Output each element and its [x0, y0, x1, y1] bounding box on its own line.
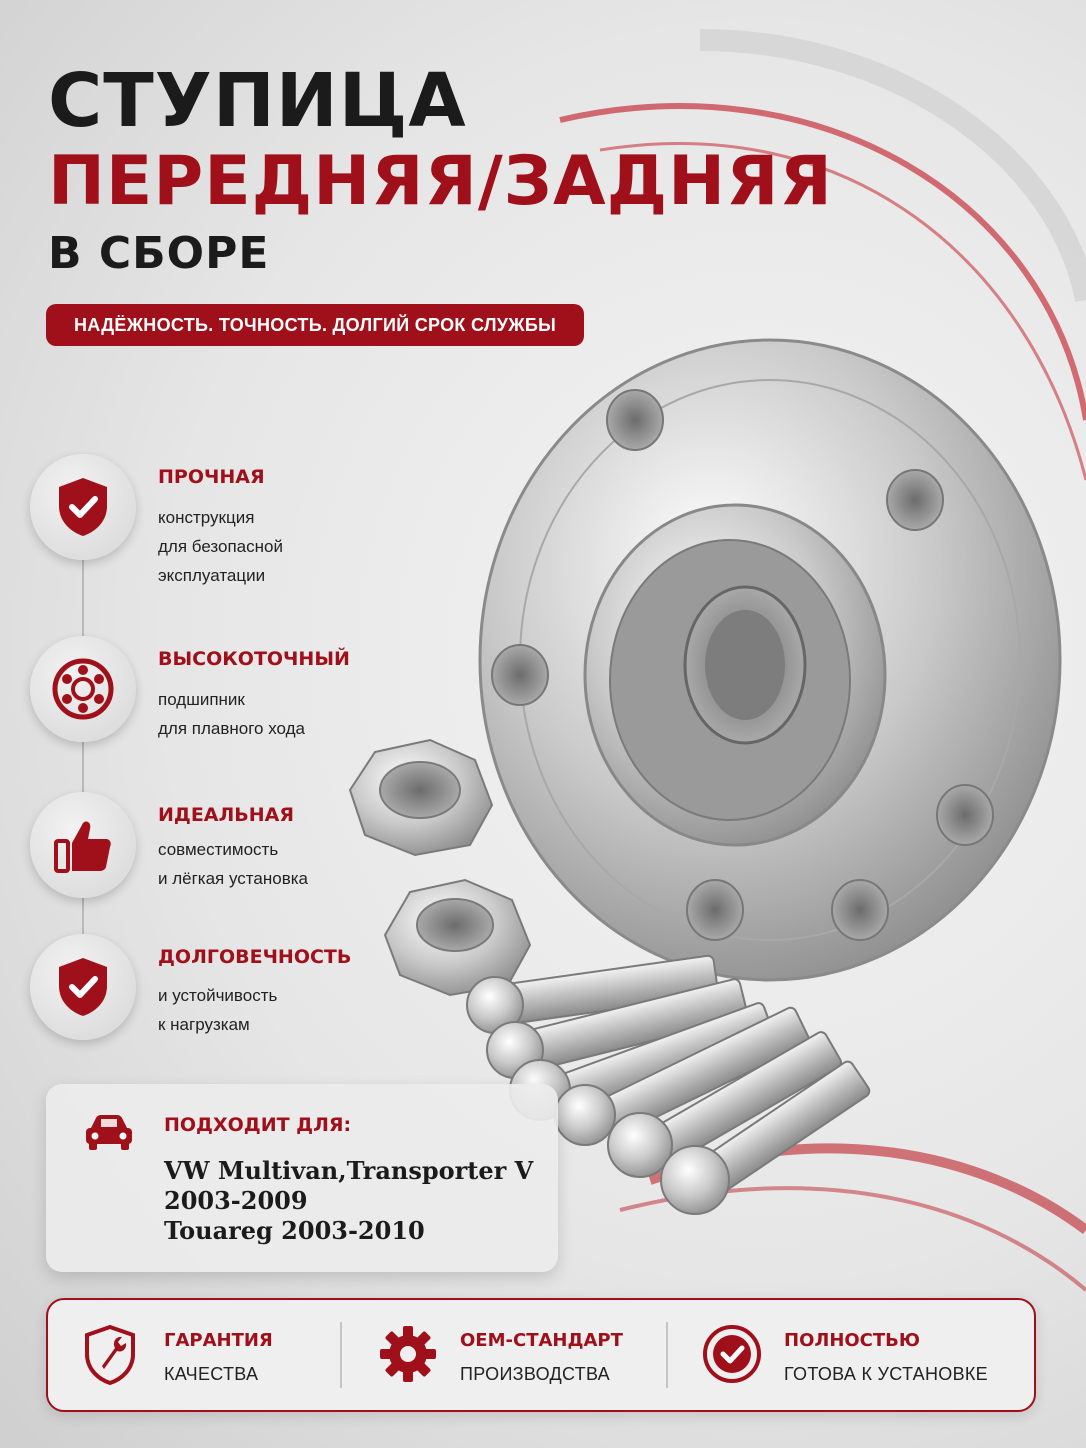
benefit-divider: [340, 1322, 342, 1388]
title-line-3: В СБОРЕ: [48, 228, 270, 279]
feature-text: конструкция: [158, 508, 255, 527]
benefit-ready: [702, 1300, 1022, 1410]
feature-title: ИДЕАЛЬНАЯ: [158, 804, 295, 826]
gear-icon: [378, 1324, 438, 1388]
benefit-warranty: [82, 1300, 352, 1410]
feature-title: ВЫСОКОТОЧНЫЙ: [158, 648, 350, 670]
title-line-1: СТУПИЦА: [48, 58, 467, 144]
compatibility-card: [46, 1084, 558, 1272]
bearing-icon: [30, 636, 136, 742]
feature-compatibility: [30, 792, 550, 902]
feature-title: ДОЛГОВЕЧНОСТЬ: [158, 946, 352, 968]
benefit-subtitle: ПРОИЗВОДСТВА: [460, 1364, 610, 1384]
feature-precision-bearing: [30, 636, 550, 746]
title-line-2: ПЕРЕДНЯЯ/ЗАДНЯЯ: [48, 142, 833, 221]
shield-check-icon: [30, 454, 136, 560]
thumbs-up-icon: [30, 792, 136, 898]
feature-text: и устойчивость: [158, 986, 278, 1005]
benefit-subtitle: КАЧЕСТВА: [164, 1364, 259, 1384]
compatibility-model: Touareg 2003-2010: [164, 1216, 425, 1245]
car-icon: [84, 1112, 134, 1156]
feature-timeline: [82, 520, 84, 990]
benefit-divider: [666, 1322, 668, 1388]
feature-text: для безопасной: [158, 537, 283, 556]
feature-title: ПРОЧНАЯ: [158, 466, 265, 488]
benefit-title: ГАРАНТИЯ: [164, 1330, 273, 1351]
benefit-title: ОЕМ-СТАНДАРТ: [460, 1330, 623, 1351]
feature-text: к нагрузкам: [158, 1015, 250, 1034]
compatibility-title: ПОДХОДИТ ДЛЯ:: [164, 1114, 352, 1136]
check-circle-icon: [702, 1324, 762, 1388]
benefit-subtitle: ГОТОВА К УСТАНОВКЕ: [784, 1364, 988, 1384]
compatibility-model: VW Multivan,Transporter V: [164, 1156, 534, 1185]
benefits-bar: [46, 1298, 1036, 1412]
feature-strong: [30, 454, 550, 585]
feature-text: и лёгкая установка: [158, 869, 308, 888]
compatibility-years: 2003-2009: [164, 1186, 308, 1215]
feature-text: эксплуатации: [158, 566, 266, 585]
shield-check-icon: [30, 934, 136, 1040]
benefit-title: ПОЛНОСТЬЮ: [784, 1330, 921, 1351]
feature-durability: [30, 934, 550, 1044]
shield-wrench-icon: [82, 1324, 138, 1390]
feature-text: для плавного хода: [158, 719, 305, 738]
benefit-oem: [378, 1300, 658, 1410]
feature-text: подшипник: [158, 690, 245, 709]
feature-text: совместимость: [158, 840, 279, 859]
tagline-banner: НАДЁЖНОСТЬ. ТОЧНОСТЬ. ДОЛГИЙ СРОК СЛУЖБЫ: [46, 304, 584, 346]
